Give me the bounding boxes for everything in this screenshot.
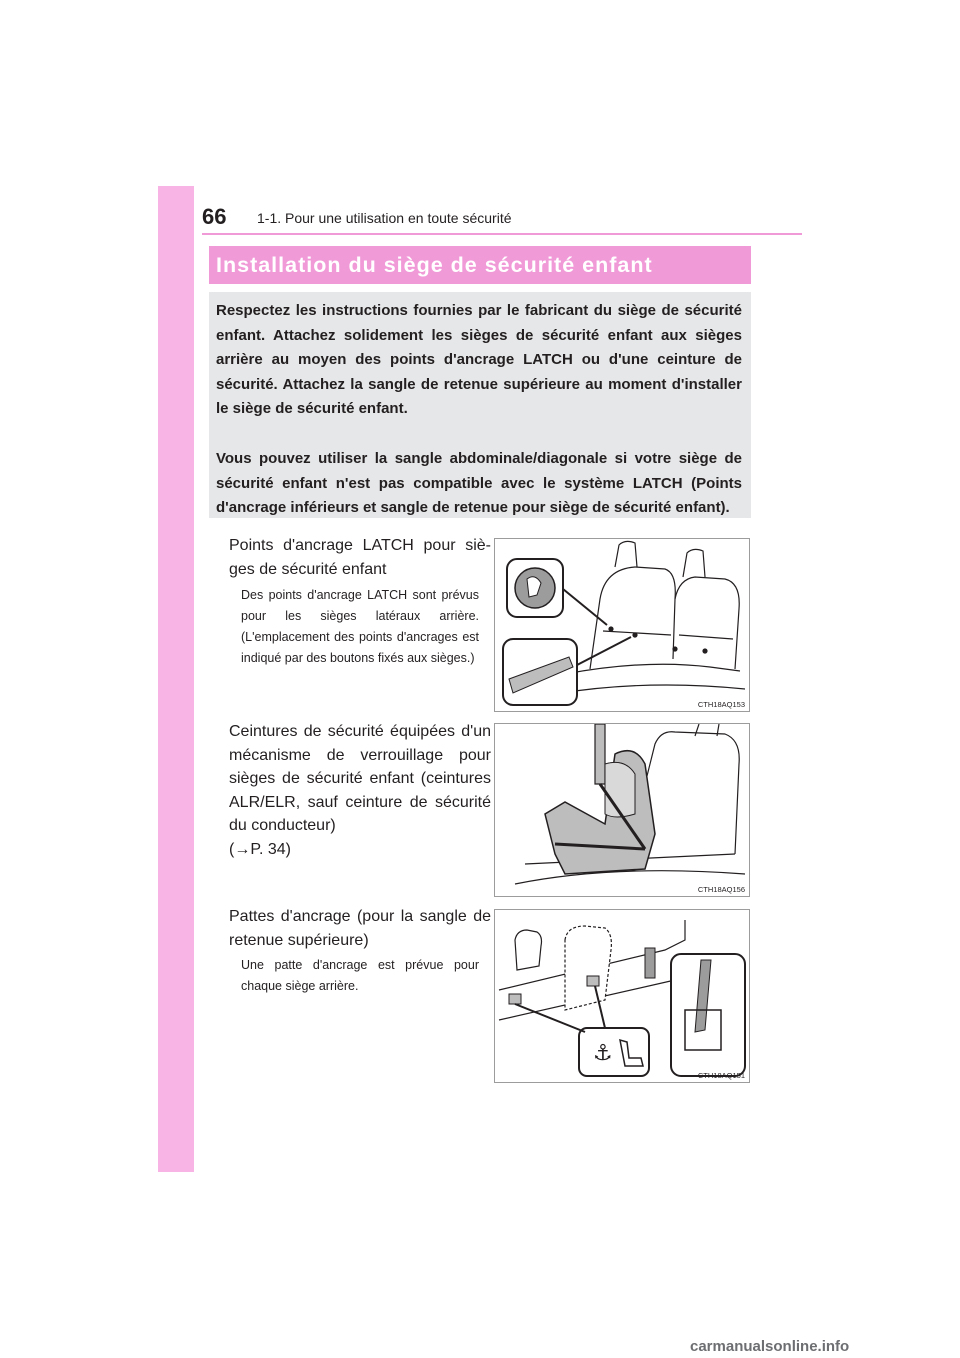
tether-anchor-illustration [495, 910, 749, 1082]
item-latch-description: Des points d'ancrage LATCH sont prévus pour les sièges latéraux arrière. (L'emplacement des points d'ancrages est indiqué par des boutons fixés aux sièges.) [241, 588, 479, 665]
item-latch-title: Points d'ancrage LATCH pour siè-ges de sécurité enfant [229, 537, 491, 578]
item-tether-title: Pattes d'ancrage (pour la sangle de retenue supérieure) [229, 908, 491, 949]
anchor-icon: ⚓ [593, 1041, 613, 1066]
figure-child-seat-belt [494, 723, 750, 897]
item-alr-elr-ref: (→P. 34) [229, 841, 291, 858]
tether-icon-callout [579, 1028, 649, 1076]
chapter-title: 1-1. Pour une utilisation en toute sécurité [257, 210, 512, 226]
figure-code: CTH18AQ156 [697, 885, 745, 894]
section-title: Installation du siège de sécurité enfant [216, 253, 653, 277]
intro-paragraph-2: Vous pouvez utiliser la sangle abdominale/diagonale si votre siège de sécurité enfant n'est pas compatible avec le système LATCH (Points d'ancrage inférieurs et sangle de retenue pour siège de sécurité enfant). [216, 450, 742, 516]
side-tab-bar [158, 186, 194, 1172]
rear-seat-latch-illustration [495, 539, 749, 711]
figure-latch-anchors [494, 538, 750, 712]
page-number: 66 [202, 204, 227, 229]
figure-code: CTH18AQ153 [697, 700, 745, 709]
item-tether-description: Une patte d'ancrage est prévue pour chaque siège arrière. [241, 958, 479, 993]
watermark: carmanualsonline.info [690, 1338, 850, 1355]
intro-paragraph-1: Respectez les instructions fournies par le fabricant du siège de sécurité enfant. Attachez solidement les sièges de sécurité enfant aux sièges arrière au moyen des points d'ancrage LATCH ou d'une ceinture de sécurité. Attachez la sangle de retenue supérieure au moment d'installer le siège de sécurité enfant. [216, 302, 742, 417]
header-rule [202, 233, 802, 235]
figure-code: CTH18AQ151 [697, 1071, 745, 1080]
child-seat-illustration [495, 724, 749, 896]
item-alr-elr-title: Ceintures de sécurité équipées d'un mécanisme de verrouillage pour sièges de sécurité enfant (ceintures ALR/ELR, sauf ceinture de sécurité du conducteur) [229, 723, 491, 834]
figure-tether-anchors [494, 909, 750, 1083]
